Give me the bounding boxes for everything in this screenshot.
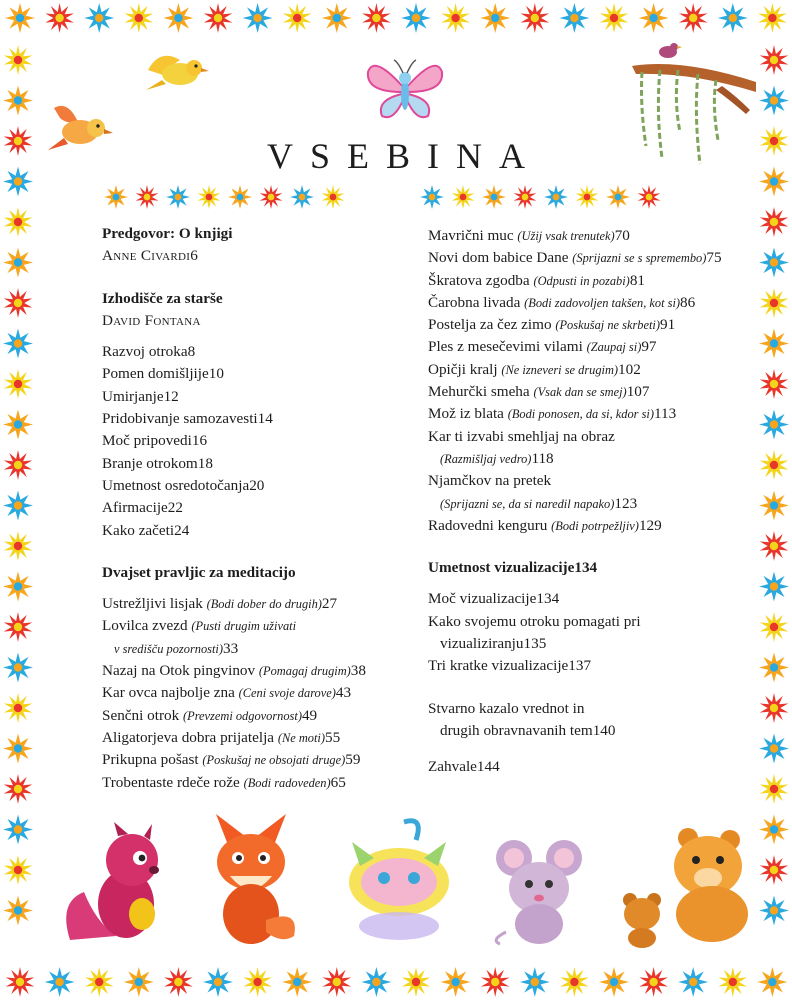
toc-entry-subtitle: (Odpusti in pozabi) bbox=[533, 273, 630, 288]
toc-spacer bbox=[428, 579, 728, 588]
toc-entry bbox=[428, 359, 728, 381]
toc-entry-title: Kako svojemu otroku pomagati pri bbox=[428, 612, 641, 630]
toc-page-number: 6 bbox=[190, 247, 199, 265]
toc-entry-title: Prikupna pošast bbox=[102, 751, 199, 769]
toc-page-number: 8 bbox=[187, 343, 196, 361]
toc-entry bbox=[102, 727, 402, 749]
toc-entry-subtitle: (Ne izneveri se drugim) bbox=[501, 362, 619, 377]
toc-section-heading bbox=[428, 557, 728, 579]
toc-section-heading bbox=[102, 223, 402, 245]
toc-entry-title: Nazaj na Otok pingvinov bbox=[102, 662, 256, 680]
toc-entry-title: Škratova zgodba bbox=[428, 271, 530, 289]
toc-entry bbox=[428, 493, 728, 515]
toc-entry-title: Kar ovca najbolje zna bbox=[102, 684, 235, 702]
toc-entry bbox=[102, 520, 402, 542]
toc-entry-title: Razvoj otroka bbox=[102, 343, 188, 361]
toc-entry-title: Zahvale bbox=[428, 758, 477, 776]
toc-entry-title: Pomen domišljije bbox=[102, 365, 209, 383]
toc-entry-title: Tri kratke vizualizacije bbox=[428, 657, 569, 675]
toc-entry-title: Branje otrokom bbox=[102, 454, 198, 472]
toc-entry bbox=[428, 448, 728, 470]
toc-entry-title: Kako začeti bbox=[102, 521, 175, 539]
toc-entry-subtitle: v središču pozornosti) bbox=[114, 641, 223, 656]
fox-illustration bbox=[196, 810, 306, 948]
toc-entry bbox=[428, 515, 728, 537]
toc-entry-title: Trobentaste rdeče rože bbox=[102, 773, 240, 791]
toc-page-number: 81 bbox=[629, 271, 645, 289]
toc-entry-subtitle: (Ne moti) bbox=[277, 730, 326, 745]
toc-entry-subtitle: (Bodi ponosen, da si, kdor si) bbox=[507, 407, 654, 422]
toc-page-number: 75 bbox=[706, 249, 722, 267]
toc-page-number: 140 bbox=[592, 721, 616, 739]
toc-page-number: 33 bbox=[223, 639, 239, 657]
toc-entry-title: Senčni otrok bbox=[102, 706, 180, 724]
toc-entry bbox=[428, 336, 728, 358]
toc-page-number: 134 bbox=[536, 590, 560, 608]
toc-author bbox=[102, 310, 402, 332]
toc-entry-title: Mavrični muc bbox=[428, 227, 514, 244]
toc-entry-subtitle: (Sprijazni se, da si naredil napako) bbox=[440, 496, 615, 511]
squirrel-illustration bbox=[56, 822, 172, 948]
toc-entry-title: Izhodišče za starše bbox=[102, 289, 223, 307]
toc-entry-title: Mož iz blata bbox=[428, 405, 504, 423]
toc-entry bbox=[102, 593, 402, 615]
toc-entry-title: Čarobna livada bbox=[428, 293, 521, 311]
toc-entry-title: Umirjanje bbox=[102, 387, 164, 405]
toc-entry bbox=[428, 225, 728, 247]
toc-entry bbox=[102, 749, 402, 771]
toc-entry-title: Lovilca zvezd bbox=[102, 617, 188, 635]
toc-page-number: 144 bbox=[476, 758, 500, 776]
toc-entry bbox=[428, 470, 728, 492]
toc-page-number: 24 bbox=[174, 521, 190, 539]
toc-page-number: 18 bbox=[197, 454, 213, 472]
toc-spacer bbox=[428, 742, 728, 756]
toc-spacer bbox=[102, 584, 402, 593]
toc-entry-subtitle: (Pomagaj drugim) bbox=[258, 664, 351, 679]
toc-entry bbox=[428, 292, 728, 314]
toc-page-number: 113 bbox=[654, 405, 677, 423]
toc-entry-title: Aligatorjeva dobra prijatelja bbox=[102, 728, 275, 746]
toc-entry-title: Afirmacije bbox=[102, 499, 168, 517]
toc-entry bbox=[428, 247, 728, 269]
toc-entry bbox=[428, 633, 728, 655]
toc-entry-title: Postelja za čez zimo bbox=[428, 316, 552, 334]
toc-entry-title: Mehurčki smeha bbox=[428, 383, 530, 401]
toc-entry bbox=[428, 611, 728, 633]
toc-entry-title: drugih obravnavanih tem bbox=[440, 721, 593, 739]
toc-entry bbox=[102, 408, 402, 430]
toc-page-number: 118 bbox=[531, 449, 554, 467]
toc-entry bbox=[428, 270, 728, 292]
toc-entry bbox=[102, 453, 402, 475]
toc-page-number: 14 bbox=[257, 410, 273, 428]
toc-spacer bbox=[428, 537, 728, 557]
toc-entry bbox=[102, 475, 402, 497]
toc-entry-subtitle: (Bodi zadovoljen takšen, kot si) bbox=[524, 295, 681, 310]
yellow-bird-illustration bbox=[140, 42, 210, 94]
toc-entry-subtitle: (Bodi dober do drugih) bbox=[206, 597, 322, 612]
toc-entry-subtitle: (Poskušaj ne skrbeti) bbox=[555, 318, 660, 333]
toc-entry-subtitle: (Prevzemi odgovornost) bbox=[183, 708, 302, 723]
mouse-illustration bbox=[486, 836, 592, 946]
toc-entry-subtitle: (Razmišljaj vedro) bbox=[440, 451, 532, 466]
toc-page-number: 70 bbox=[614, 227, 630, 244]
toc-spacer bbox=[102, 268, 402, 288]
toc-entry-title: Novi dom babice Dane bbox=[428, 249, 569, 267]
toc-entry-subtitle: (Ceni svoje darove) bbox=[238, 686, 336, 701]
toc-page-number: 49 bbox=[301, 706, 318, 724]
rainbow-cat-illustration bbox=[338, 818, 460, 946]
toc-entry-title: Ples z mesečevimi vilami bbox=[428, 338, 583, 356]
toc-page-number: 97 bbox=[641, 338, 657, 356]
toc-page-number: 43 bbox=[335, 684, 352, 702]
toc-entry bbox=[428, 588, 728, 610]
page-title: VSEBINA bbox=[266, 136, 542, 176]
toc-entry-title: Umetnost vizualizacije bbox=[428, 559, 575, 577]
toc-page-number: 20 bbox=[249, 476, 265, 494]
toc-entry-title: Anne Civardi bbox=[102, 247, 191, 265]
toc-page-number: 38 bbox=[350, 662, 366, 680]
toc-page-number: 59 bbox=[345, 751, 361, 769]
toc-page-number: 123 bbox=[614, 494, 638, 512]
toc-page-number: 22 bbox=[167, 499, 183, 517]
toc-entry-subtitle: (Zaupaj si) bbox=[586, 340, 642, 355]
toc-entry bbox=[428, 381, 728, 403]
toc-left-column bbox=[102, 223, 402, 794]
top-star-border bbox=[0, 0, 792, 36]
toc-page-number: 86 bbox=[680, 293, 696, 311]
toc-entry bbox=[428, 655, 728, 677]
toc-page-number: 135 bbox=[523, 635, 547, 653]
toc-entry-title: Opičji kralj bbox=[428, 360, 498, 378]
toc-entry-title: Radovedni kenguru bbox=[428, 516, 548, 534]
toc-right-column bbox=[428, 225, 728, 779]
toc-entry bbox=[102, 660, 402, 682]
toc-entry bbox=[102, 638, 402, 660]
toc-page-number: 55 bbox=[325, 728, 341, 746]
toc-spacer bbox=[102, 332, 402, 341]
toc-entry-title: Moč pripovedi bbox=[102, 432, 192, 450]
toc-entry-subtitle: (Bodi potrpežljiv) bbox=[551, 518, 639, 533]
toc-entry-title: Njamčkov na pretek bbox=[428, 472, 552, 490]
toc-page-number: 129 bbox=[638, 516, 662, 534]
toc-section-heading bbox=[102, 562, 402, 584]
toc-entry bbox=[428, 314, 728, 336]
toc-page-number: 134 bbox=[574, 559, 598, 577]
bottom-star-border bbox=[0, 964, 792, 1000]
toc-page-number: 65 bbox=[330, 773, 346, 791]
toc-entry bbox=[102, 497, 402, 519]
toc-entry bbox=[428, 756, 728, 778]
toc-page-number: 137 bbox=[568, 657, 592, 675]
toc-page-number: 16 bbox=[191, 432, 208, 450]
toc-entry-title: Stvarno kazalo vrednot in bbox=[428, 699, 585, 717]
toc-entry-title: Moč vizualizacije bbox=[428, 590, 537, 608]
toc-spacer bbox=[102, 542, 402, 562]
toc-entry bbox=[102, 430, 402, 452]
butterfly-illustration bbox=[364, 52, 446, 126]
toc-spacer bbox=[428, 678, 728, 698]
toc-entry bbox=[102, 705, 402, 727]
toc-entry bbox=[428, 698, 728, 720]
toc-page-number: 107 bbox=[626, 383, 650, 401]
toc-entry bbox=[102, 615, 402, 637]
toc-entry-subtitle: (Sprijazni se s spremembo) bbox=[572, 251, 707, 266]
toc-entry bbox=[102, 682, 402, 704]
toc-entry-subtitle: (Vsak dan se smej) bbox=[533, 385, 627, 400]
toc-entry bbox=[428, 403, 728, 425]
toc-entry bbox=[428, 426, 728, 448]
toc-entry bbox=[102, 341, 402, 363]
toc-entry-title: Pridobivanje samozavesti bbox=[102, 410, 258, 428]
toc-author bbox=[102, 245, 402, 267]
bear-family-illustration bbox=[608, 818, 756, 948]
toc-entry-title: vizualiziranju bbox=[440, 635, 524, 653]
toc-entry bbox=[102, 386, 402, 408]
toc-page-number: 12 bbox=[163, 387, 179, 405]
toc-section-heading bbox=[102, 288, 402, 310]
toc-entry-title: Kar ti izvabi smehljaj na obraz bbox=[428, 427, 615, 445]
toc-entry-title: David Fontana bbox=[102, 311, 201, 329]
toc-entry-title: Dvajset pravljic za meditacijo bbox=[102, 563, 296, 581]
left-title-divider bbox=[102, 184, 348, 210]
toc-entry-subtitle: (Pusti drugim uživati bbox=[191, 619, 297, 634]
toc-entry-subtitle: (Užij vsak trenutek) bbox=[517, 229, 615, 243]
toc-entry-title: Umetnost osredotočanja bbox=[102, 476, 250, 494]
toc-page-number: 102 bbox=[618, 360, 641, 378]
toc-entry-subtitle: (Bodi radoveden) bbox=[243, 775, 331, 790]
toc-entry-subtitle: (Poskušaj ne obsojati druge) bbox=[202, 753, 346, 768]
toc-page-number: 10 bbox=[208, 365, 224, 383]
right-title-divider bbox=[418, 184, 664, 210]
toc-entry bbox=[102, 772, 402, 794]
toc-entry-title: Ustrežljivi lisjak bbox=[102, 595, 203, 613]
toc-page-number: 91 bbox=[659, 316, 676, 334]
toc-entry bbox=[428, 720, 728, 742]
toc-page-number: 27 bbox=[321, 595, 338, 613]
toc-entry-title: Predgovor: O knjigi bbox=[102, 225, 233, 242]
toc-entry bbox=[102, 363, 402, 385]
